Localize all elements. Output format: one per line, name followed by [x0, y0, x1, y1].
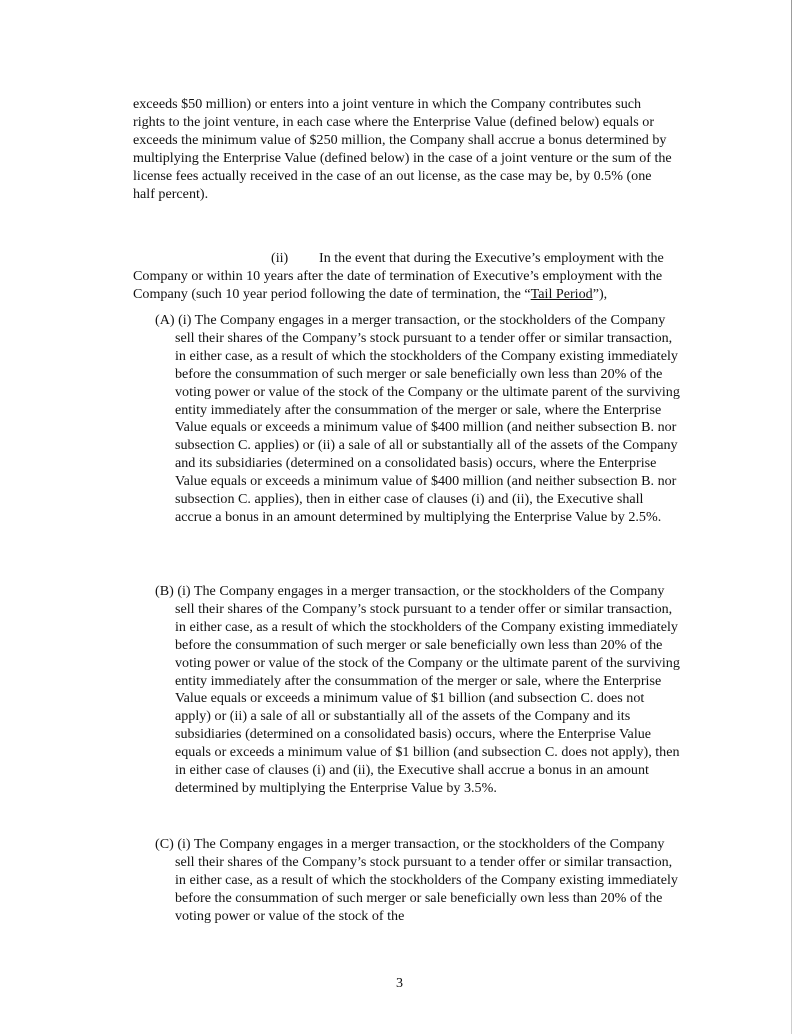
list-item-text: (i) The Company engages in a merger transaction, or the stockholders of the Company sell their shares of the Company’s stock pursuant to a tender offer or similar transaction, in either case, as a result of which the stockholders of the Company existing immediately before the consummation of such merger or sale beneficially own less than 20% of the voting power or value of the stock of the: [175, 836, 678, 924]
paragraph-number: (ii): [271, 250, 289, 266]
paragraph-bonus-out-license: exceeds $50 million) or enters into a joint venture in which the Company contributes such rights to the joint venture, in each case where the Enterprise Value (defined below) equals or exceeds the minimum value of $250 million, the Company shall accrue a bonus determined by multiplying the Enterprise Value (defined below) in the case of a joint venture or the sum of the license fees actually received in the case of an out license, as the case may be, by 0.5% (one half percent).: [133, 96, 672, 202]
list-item-label: (B): [155, 583, 174, 599]
page-number: 3: [395, 975, 404, 991]
paragraph-text-after: ”),: [592, 285, 608, 302]
scan-edge-line: [791, 0, 792, 1034]
list-item-label: (A): [155, 312, 175, 328]
paragraph-tail-period: [133, 250, 678, 304]
paragraph-lead: [133, 250, 319, 266]
paragraph-text-before: In the event that during the Executive’s employment with the Company or within 10 years after the date of termination of Executive’s employment with the Company (such 10 year period following the date of termination, the “: [133, 250, 664, 302]
list-item-c: [155, 836, 681, 926]
list-item-b: [155, 583, 681, 798]
list-item-text: (i) The Company engages in a merger transaction, or the stockholders of the Company sell their shares of the Company’s stock pursuant to a tender offer or similar transaction, in either case, as a result of which the stockholders of the Company existing immediately before the consummation of such merger or sale beneficially own less than 20% of the voting power or value of the stock of the Company or the ultimate parent of the surviving entity immediately after the consummation of the merger or sale, where the Enterprise Value equals or exceeds a minimum value of $1 billion (and subsection C. does not apply) or (ii) a sale of all or substantially all of the assets of the Company and its subsidiaries (determined on a consolidated basis) occurs, where the Enterprise Value equals or exceeds a minimum value of $1 billion (and subsection C. does not apply), then in either case of clauses (i) and (ii), the Executive shall accrue a bonus in an amount determined by multiplying the Enterprise Value by 3.5%.: [175, 583, 680, 796]
list-item-label: (C): [155, 836, 174, 852]
list-item-a: [155, 312, 681, 527]
list-item-text: (i) The Company engages in a merger transaction, or the stockholders of the Company sell their shares of the Company’s stock pursuant to a tender offer or similar transaction, in either case, as a result of which the stockholders of the Company existing immediately before the consummation of such merger or sale beneficially own less than 20% of the voting power or value of the stock of the Company or the ultimate parent of the surviving entity immediately after the consummation of the merger or sale, where the Enterprise Value equals or exceeds a minimum value of $400 million (and neither subsection B. nor subsection C. applies) or (ii) a sale of all or substantially all of the assets of the Company and its subsidiaries (determined on a consolidated basis) occurs, where the Enterprise Value equals or exceeds a minimum value of $400 million (and neither subsection B. nor subsection C. applies), then in either case of clauses (i) and (ii), the Executive shall accrue a bonus in an amount determined by multiplying the Enterprise Value by 2.5%.: [175, 312, 680, 525]
defined-term-tail-period: Tail Period: [530, 285, 593, 302]
